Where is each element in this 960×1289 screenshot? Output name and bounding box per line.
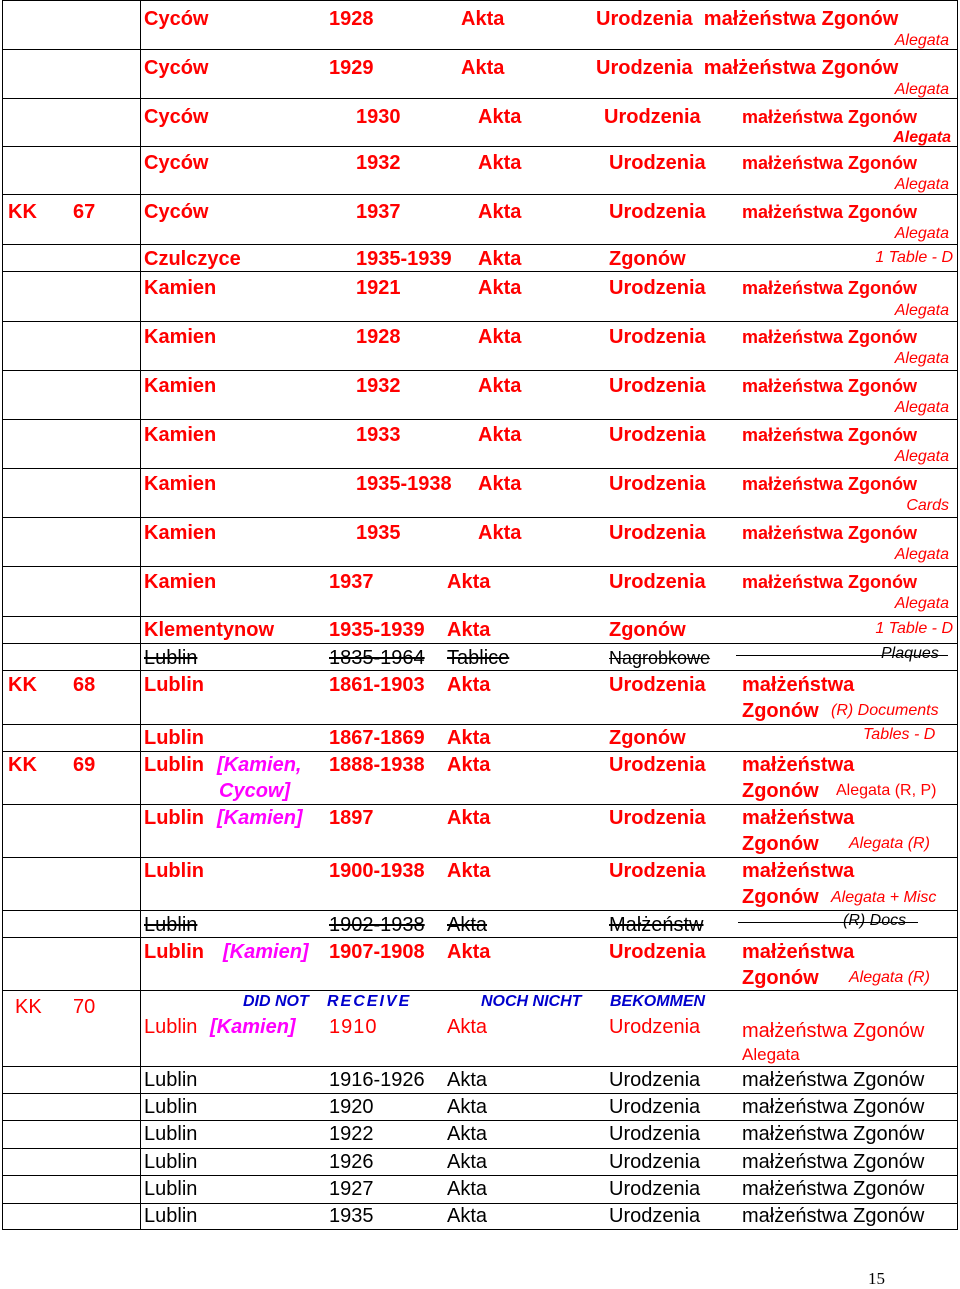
place: Lublin (144, 860, 204, 882)
akta: Akta (478, 248, 522, 270)
births: Urodzenia (609, 152, 706, 174)
births: Urodzenia (609, 807, 706, 829)
births: Urodzenia (609, 1205, 701, 1227)
table-row (3, 724, 957, 752)
akta: Akta (447, 1151, 488, 1173)
akta: Akta (478, 326, 522, 348)
births: Urodzenia (609, 201, 706, 223)
banner-noch-nicht: NOCH NICHT (481, 993, 582, 1010)
births: Urodzenia (609, 1069, 701, 1091)
years: 1933 (356, 424, 401, 446)
table-row (3, 566, 957, 617)
akta: Akta (447, 1016, 488, 1038)
note: Alegata (894, 302, 949, 319)
deaths: Zgonów (609, 727, 686, 749)
years: 1921 (356, 277, 401, 299)
place: Lublin (144, 1123, 198, 1145)
years: 1888-1938 (329, 754, 425, 776)
years: 1935 (356, 522, 401, 544)
akta: Akta (478, 106, 522, 128)
place: Klementynow (144, 619, 275, 641)
banner-bekommen: BEKOMMEN (610, 993, 706, 1010)
alt-place: [Kamien] (217, 807, 303, 829)
marriages-deaths: małżeństwa Zgonów (742, 1151, 925, 1173)
place: Kamien (144, 375, 217, 397)
note: Alegata (894, 225, 949, 242)
marriages: małżeństwa (742, 807, 855, 829)
note: 1 Table - D (875, 249, 953, 266)
years: 1916-1926 (329, 1069, 425, 1091)
place: Kamien (144, 277, 217, 299)
banner-did-not: DID NOT (243, 993, 309, 1010)
births: Urodzenia (609, 860, 706, 882)
table-row (3, 670, 957, 725)
table-row (3, 146, 957, 195)
place: Lublin (144, 727, 204, 749)
years: 1937 (356, 201, 401, 223)
place: Cyców (144, 57, 209, 79)
marriages: małżeństwa (742, 754, 855, 776)
years: 1907-1908 (329, 941, 425, 963)
table-row (3, 49, 957, 99)
note: 1 Table - D (875, 620, 953, 637)
table-row (3, 419, 957, 469)
akta: Akta (447, 807, 491, 829)
marriages-deaths: małżeństwa Zgonów (742, 523, 918, 543)
akta: Akta (461, 8, 505, 30)
akta: Akta (447, 860, 491, 882)
table-row (3, 1203, 957, 1229)
place: Lublin (144, 1096, 198, 1118)
births: Urodzenia (609, 326, 706, 348)
births: Urodzenia (609, 1096, 701, 1118)
akta: Akta (461, 57, 505, 79)
years: 1929 (329, 57, 374, 79)
note: Alegata (894, 350, 949, 367)
years: 1935-1939 (356, 248, 452, 270)
table-row (3, 370, 957, 420)
births: Urodzenia (609, 1123, 701, 1145)
years: 1927 (329, 1178, 374, 1200)
place: Cyców (144, 8, 209, 30)
akta: Akta (478, 522, 522, 544)
marriages-deaths: małżeństwa Zgonów (742, 572, 918, 592)
place: Cyców (144, 201, 209, 223)
place: Kamien (144, 326, 217, 348)
place: Lublin (144, 1069, 198, 1091)
marriages-deaths: małżeństwa Zgonów (742, 107, 918, 127)
deaths: Zgonów (609, 619, 686, 641)
record-type: Małżeństw (609, 914, 704, 936)
births: Urodzenia (609, 473, 706, 495)
akta: Akta (447, 1178, 488, 1200)
births: Urodzenia (609, 941, 706, 963)
years: 1930 (356, 106, 401, 128)
births: Urodzenia (609, 1151, 701, 1173)
table-row (3, 468, 957, 518)
note: Alegata (R) (849, 835, 930, 852)
akta: Akta (447, 727, 491, 749)
marriages-deaths: małżeństwa Zgonów (742, 1069, 925, 1091)
place: Lublin (144, 807, 204, 829)
table-row (3, 517, 957, 567)
akta: Akta (447, 1205, 488, 1227)
akta: Akta (478, 424, 522, 446)
note: Alegata (894, 595, 949, 612)
record-types: Urodzenia małżeństwa Zgonów (596, 57, 899, 79)
place: Cyców (144, 152, 209, 174)
record-types: Urodzenia małżeństwa Zgonów (596, 8, 899, 30)
marriages: małżeństwa (742, 860, 855, 882)
kk-number: 68 (73, 674, 96, 696)
deaths: Zgonów (742, 967, 819, 989)
note: Alegata + Misc (831, 889, 937, 906)
place: Cyców (144, 106, 209, 128)
place: Kamien (144, 424, 217, 446)
years: 1900-1938 (329, 860, 425, 882)
kk-number: 70 (73, 996, 96, 1018)
deaths: Zgonów (742, 886, 819, 908)
table-row (3, 1093, 957, 1121)
note: Alegata (893, 129, 951, 146)
note: (R) Docs (843, 912, 907, 929)
akta: Akta (478, 152, 522, 174)
akta: Akta (447, 619, 491, 641)
akta: Tablice (447, 647, 510, 669)
records-table (2, 0, 958, 1230)
table-row (3, 1, 957, 50)
table-row (3, 616, 957, 644)
kk-number: 67 (73, 201, 96, 223)
births: Urodzenia (604, 106, 701, 128)
place: Lublin (144, 941, 204, 963)
deaths: Zgonów (742, 700, 819, 722)
table-row (3, 194, 957, 245)
table-row (3, 990, 957, 1067)
alt-place: [Kamien] (223, 941, 309, 963)
births: Urodzenia (609, 277, 706, 299)
marriages-deaths: małżeństwa Zgonów (742, 425, 918, 445)
kk-label: KK (8, 754, 37, 776)
years: 1935-1939 (329, 619, 425, 641)
years: 1935-1938 (356, 473, 452, 495)
akta: Akta (447, 1069, 488, 1091)
akta: Akta (478, 201, 522, 223)
marriages-deaths: małżeństwa Zgonów (742, 278, 918, 298)
years: 1902-1938 (329, 914, 425, 936)
years: 1910 (329, 1016, 378, 1038)
deaths: Zgonów (742, 833, 819, 855)
table-row (3, 98, 957, 147)
note: Alegata (R, P) (836, 782, 937, 799)
births: Urodzenia (609, 571, 706, 593)
akta: Akta (478, 375, 522, 397)
place: Lublin (144, 1178, 198, 1200)
table-row (3, 1120, 957, 1149)
kk-number: 69 (73, 754, 96, 776)
table-row (3, 910, 957, 938)
note: Alegata (894, 32, 949, 49)
births: Urodzenia (609, 522, 706, 544)
note: Alegata (R) (849, 969, 930, 986)
marriages-deaths: małżeństwa Zgonów (742, 1178, 925, 1200)
years: 1932 (356, 375, 401, 397)
note: Alegata (894, 546, 949, 563)
place: Kamien (144, 522, 217, 544)
years: 1935 (329, 1205, 374, 1227)
akta: Akta (447, 674, 491, 696)
table-row (3, 643, 957, 671)
marriages-deaths: małżeństwa Zgonów (742, 1020, 925, 1042)
place: Lublin (144, 674, 204, 696)
record-type: Nagrobkowe (609, 648, 711, 668)
births: Urodzenia (609, 1178, 701, 1200)
marriages-deaths: małżeństwa Zgonów (742, 202, 918, 222)
alt-place: [Kamien, (217, 754, 302, 776)
banner-receive: RECEIVE (327, 993, 412, 1010)
table-row (3, 857, 957, 911)
place: Lublin (144, 914, 198, 936)
marriages-deaths: małżeństwa Zgonów (742, 376, 918, 396)
alt-place: [Kamien] (210, 1016, 296, 1038)
kk-label: KK (8, 201, 37, 223)
years: 1920 (329, 1096, 374, 1118)
marriages-deaths: małżeństwa Zgonów (742, 153, 918, 173)
note: Alegata (894, 399, 949, 416)
births: Urodzenia (609, 424, 706, 446)
note: Tables - D (863, 726, 936, 743)
table-row (3, 1066, 957, 1094)
table-row (3, 271, 957, 322)
place: Lublin (144, 754, 204, 776)
marriages-deaths: małżeństwa Zgonów (742, 1123, 925, 1145)
kk-label: KK (15, 996, 42, 1018)
table-row (3, 804, 957, 858)
years: 1937 (329, 571, 374, 593)
kk-label: KK (8, 674, 37, 696)
marriages-deaths: małżeństwa Zgonów (742, 1205, 925, 1227)
note: Cards (906, 497, 949, 514)
akta: Akta (447, 914, 488, 936)
akta: Akta (478, 277, 522, 299)
place: Kamien (144, 571, 217, 593)
place: Lublin (144, 1205, 198, 1227)
akta: Akta (447, 941, 491, 963)
note: Alegata (894, 81, 949, 98)
births: Urodzenia (609, 674, 706, 696)
place: Czulczyce (144, 248, 241, 270)
years: 1922 (329, 1123, 374, 1145)
deaths: Zgonów (609, 248, 686, 270)
table-row (3, 937, 957, 991)
table-row (3, 244, 957, 272)
years: 1867-1869 (329, 727, 425, 749)
years: 1926 (329, 1151, 374, 1173)
table-row (3, 1148, 957, 1176)
place: Lublin (144, 1151, 198, 1173)
years: 1928 (356, 326, 401, 348)
note: Plaques (881, 645, 939, 662)
note: Alegata (742, 1045, 800, 1064)
years: 1835-1964 (329, 647, 425, 669)
years: 1928 (329, 8, 374, 30)
marriages-deaths: małżeństwa Zgonów (742, 474, 918, 494)
place: Lublin (144, 1016, 198, 1038)
years: 1932 (356, 152, 401, 174)
years: 1861-1903 (329, 674, 425, 696)
marriages-deaths: małżeństwa Zgonów (742, 327, 918, 347)
marriages-deaths: małżeństwa Zgonów (742, 1096, 925, 1118)
note: (R) Documents (831, 702, 939, 719)
marriages: małżeństwa (742, 941, 855, 963)
place: Lublin (144, 647, 198, 669)
table-row (3, 321, 957, 371)
deaths: Zgonów (742, 780, 819, 802)
akta: Akta (478, 473, 522, 495)
births: Urodzenia (609, 1016, 701, 1038)
births: Urodzenia (609, 375, 706, 397)
table-row (3, 1175, 957, 1204)
births: Urodzenia (609, 754, 706, 776)
place: Kamien (144, 473, 217, 495)
note: Alegata (894, 448, 949, 465)
akta: Akta (447, 1096, 488, 1118)
note: Alegata (894, 176, 949, 193)
page-number: 15 (868, 1269, 885, 1288)
akta: Akta (447, 1123, 488, 1145)
alt-place-2: Cycow] (219, 780, 291, 802)
years: 1897 (329, 807, 374, 829)
akta: Akta (447, 571, 491, 593)
marriages: małżeństwa (742, 674, 855, 696)
table-row (3, 751, 957, 805)
akta: Akta (447, 754, 491, 776)
